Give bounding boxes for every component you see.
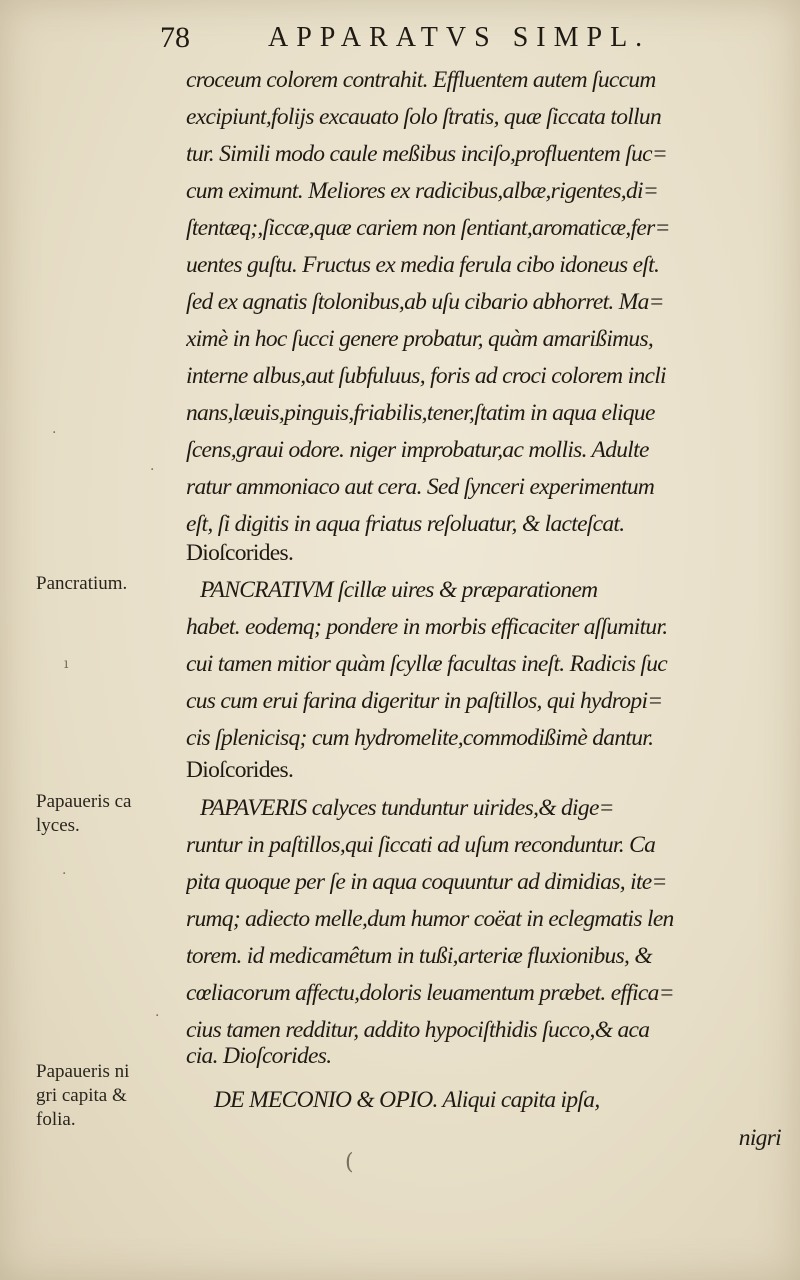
- margin-note-line: folia.: [36, 1109, 76, 1130]
- ink-speck: ·: [155, 1008, 160, 1024]
- ink-speck: ·: [62, 866, 67, 882]
- text-line: cœliacorum affectu,doloris leuamentum præbet. effica=: [186, 980, 674, 1006]
- text-line: ſtentæq;,ſiccæ,quæ cariem non ſentiant,aromaticæ,fer=: [186, 215, 670, 241]
- text-line: pita quoque per ſe in aqua coquuntur ad dimidias, ite=: [186, 869, 667, 895]
- text-line: ratur ammoniaco aut cera. Sed ſynceri experimentum: [186, 474, 655, 500]
- text-line: habet. eodemq; pondere in morbis efficaciter aſſumitur.: [186, 614, 668, 640]
- text-line: interne albus,aut ſubfuluus, foris ad croci colorem incli: [186, 363, 666, 389]
- section-start-line: DE MECONIO & OPIO. Aliqui capita ipſa,: [214, 1087, 600, 1113]
- text-line: ſcens,graui odore. niger improbatur,ac mollis. Adulte: [186, 437, 649, 463]
- text-line: cum eximunt. Meliores ex radicibus,albæ,rigentes,di=: [186, 178, 658, 204]
- margin-note-line: gri capita &: [36, 1085, 127, 1106]
- catchword: nigri: [738, 1125, 781, 1151]
- text-line: eſt, ſi digitis in aqua friatus reſoluatur, & lacteſcat.: [186, 511, 625, 537]
- margin-note-line: Pancratium.: [36, 573, 128, 594]
- text-line: croceum colorem contrahit. Effluentem autem ſuccum: [186, 67, 656, 93]
- text-line: cia. Dioſcorides.: [186, 1043, 332, 1069]
- ink-mark: (: [345, 1150, 354, 1175]
- margin-note-line: Papaueris ca: [36, 791, 132, 812]
- section-start-line: PAPAVERIS calyces tunduntur uirides,& dige=: [200, 795, 614, 821]
- ink-speck: ·: [150, 462, 155, 478]
- margin-note-line: Papaueris ni: [36, 1061, 130, 1082]
- text-line: ſed ex agnatis ſtolonibus,ab uſu cibario abhorret. Ma=: [186, 289, 664, 315]
- ink-speck: ı: [64, 656, 69, 672]
- text-line: nans,læuis,pinguis,friabilis,tener,ſtatim in aqua elique: [186, 400, 655, 426]
- text-line: uentes guſtu. Fructus ex media ferula cibo idoneus eſt.: [186, 252, 660, 278]
- text-line: Dioſcorides.: [186, 540, 294, 566]
- margin-note-papaveris-nigri: [36, 1060, 176, 1132]
- text-line: Dioſcorides.: [186, 757, 294, 783]
- margin-note-pancratium: [36, 572, 176, 596]
- text-line: cius tamen redditur, addito hypociſthidis ſucco,& aca: [186, 1017, 650, 1043]
- text-line: cis ſplenicisq; cum hydromelite,commodißimè dantur.: [186, 725, 654, 751]
- page-header: [160, 18, 780, 62]
- text-line: tur. Simili modo caule meßibus inciſo,profluentem ſuc=: [186, 141, 668, 167]
- margin-note-papaveris-calyces: [36, 790, 176, 838]
- text-line: runtur in paſtillos,qui ſiccati ad uſum reconduntur. Ca: [186, 832, 656, 858]
- ink-speck: ·: [52, 425, 57, 441]
- section-start-line: PANCRATIVM ſcillæ uires & præparationem: [200, 577, 598, 603]
- text-line: excipiunt,folijs excauato ſolo ſtratis, quæ ſiccata tollun: [186, 104, 662, 130]
- text-line: cui tamen mitior quàm ſcyllæ facultas ineſt. Radicis ſuc: [186, 651, 667, 677]
- text-line: rumq; adiecto melle,dum humor coëat in eclegmatis len: [186, 906, 674, 932]
- running-head: APPARATVS SIMPL.: [268, 22, 651, 53]
- page-number: 78: [160, 21, 190, 54]
- text-line: ximè in hoc ſucci genere probatur, quàm amarißimus,: [186, 326, 654, 352]
- text-line: cus cum erui farina digeritur in paſtillos, qui hydropi=: [186, 688, 663, 714]
- text-line: torem. id medicamêtum in tußi,arteriæ fluxionibus, &: [186, 943, 652, 969]
- margin-note-line: lyces.: [36, 815, 80, 836]
